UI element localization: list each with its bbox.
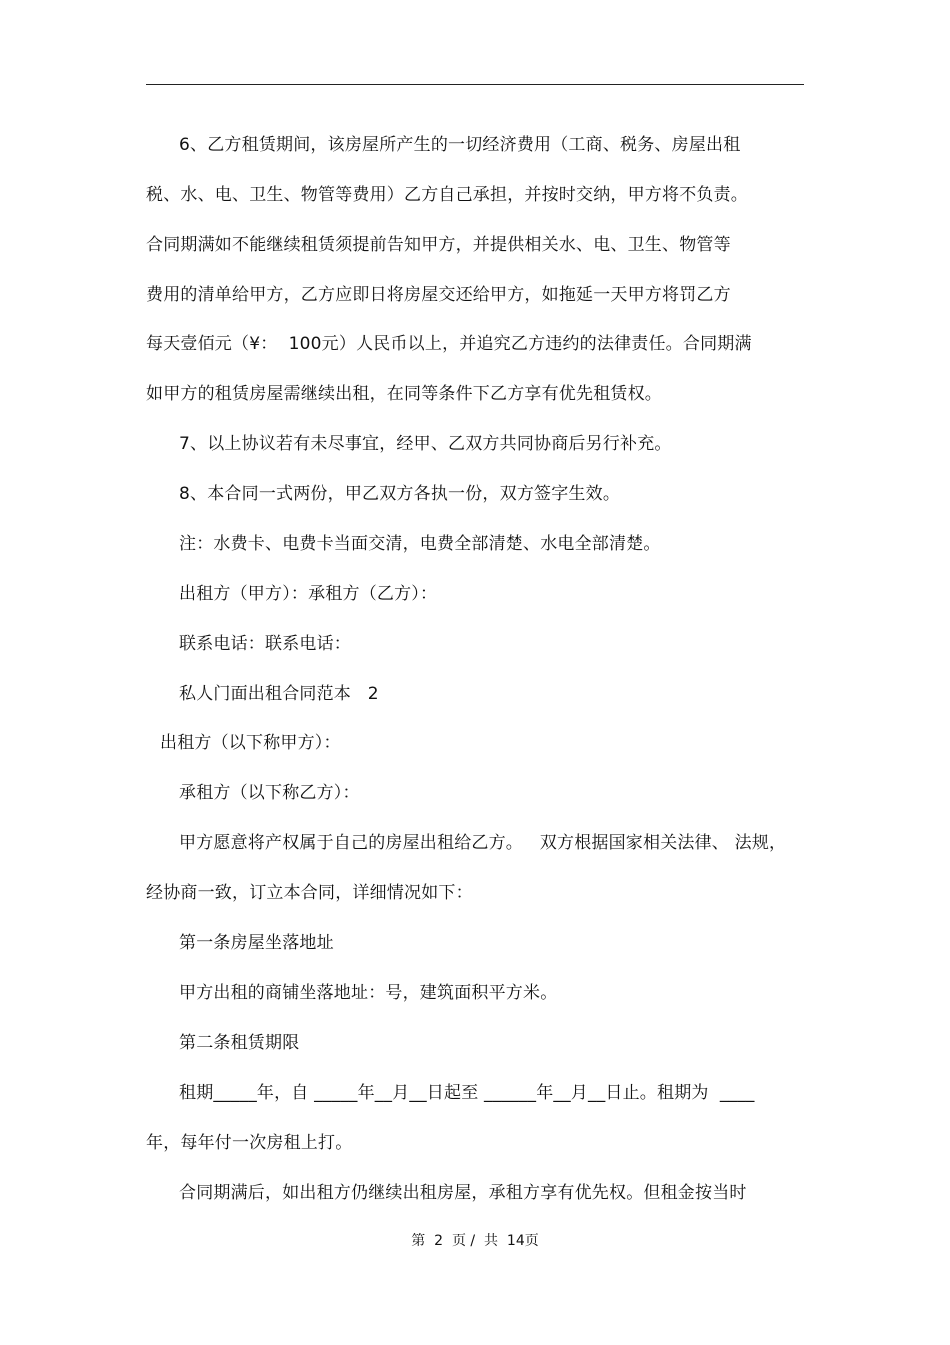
paragraph-line: 经协商一致，订立本合同，详细情况如下：	[146, 883, 473, 903]
paragraph-line: 7、以上协议若有未尽事宜，经甲、乙双方共同协商后另行补充。	[179, 434, 672, 454]
paragraph-line: 每天壹佰元（¥： 100元）人民币以上，并追究乙方违约的法律责任。合同期满	[146, 334, 752, 354]
paragraph-line: 租期_____年，自 _____年__月__日起至 ______年__月__日止。租期为 ____	[179, 1083, 755, 1103]
header-rule	[146, 84, 804, 85]
paragraph-line: 税、水、电、卫生、物管等费用）乙方自己承担，并按时交纳，甲方将不负责。	[146, 185, 748, 205]
paragraph-line: 8、本合同一式两份，甲乙双方各执一份，双方签字生效。	[179, 484, 621, 504]
party-line: 承租方（以下称乙方）：	[179, 783, 360, 803]
section-title: 私人门面出租合同范本 2	[179, 684, 379, 704]
article-heading: 第二条租赁期限	[179, 1033, 300, 1053]
party-line: 出租方（以下称甲方）：	[160, 733, 341, 753]
paragraph-line: 甲方出租的商铺坐落地址：号，建筑面积平方米。	[179, 983, 558, 1003]
paragraph-line: 合同期满如不能继续租赁须提前告知甲方，并提供相关水、电、卫生、物管等	[146, 235, 731, 255]
paragraph-line: 费用的清单给甲方，乙方应即日将房屋交还给甲方，如拖延一天甲方将罚乙方	[146, 285, 731, 305]
paragraph-line: 甲方愿意将产权属于自己的房屋出租给乙方。 双方根据国家相关法律、 法规，	[179, 833, 787, 853]
page-indicator: 第 2 页 / 共 14页	[411, 1233, 539, 1249]
paragraph-line: 6、乙方租赁期间，该房屋所产生的一切经济费用（工商、税务、房屋出租	[179, 135, 741, 155]
paragraph-line: 合同期满后，如出租方仍继续出租房屋，承租方享有优先权。但租金按当时	[179, 1183, 747, 1203]
paragraph-line: 如甲方的租赁房屋需继续出租，在同等条件下乙方享有优先租赁权。	[146, 384, 662, 404]
paragraph-line: 注：水费卡、电费卡当面交清，电费全部清楚、水电全部清楚。	[179, 534, 661, 554]
phone-line: 联系电话：联系电话：	[179, 634, 351, 654]
paragraph-line: 年，每年付一次房租上打。	[146, 1133, 353, 1153]
article-heading: 第一条房屋坐落地址	[179, 933, 334, 953]
signature-line: 出租方（甲方）：承租方（乙方）：	[179, 584, 438, 604]
